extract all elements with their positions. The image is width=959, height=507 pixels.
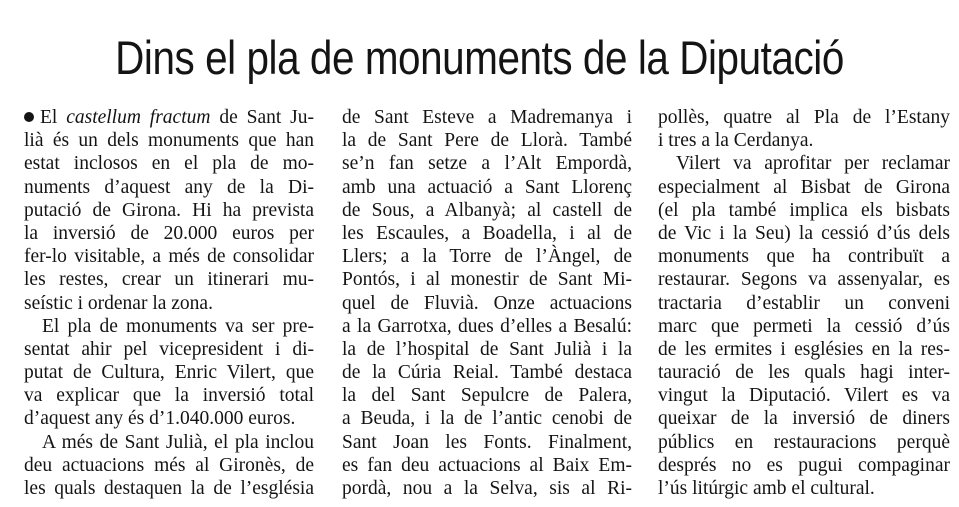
text-line: es fan deu actuacions al Baix Em- (342, 454, 632, 476)
latin-term: castellum fractum (66, 107, 211, 128)
text-line: d’aquest any és d’1.040.000 euros. (24, 408, 296, 430)
text-line: marc que permeti la cessió d’ús (658, 315, 950, 337)
text-line: putació de Girona. Hi ha prevista (24, 199, 314, 221)
text-line: a Beuda, i la de l’antic cenobi de (342, 408, 632, 430)
text-line: queixar de la inversió de diners (658, 408, 950, 430)
text-line: lià és un dels monuments que han (24, 130, 314, 152)
text-line: després no es pugui compaginar (658, 454, 950, 476)
text-line: fer-lo visitable, a més de consolidar (24, 246, 314, 268)
text-line: va explicar que la inversió total (24, 385, 314, 407)
text-line: les quals destaquen la de l’església (24, 478, 314, 499)
text-line: la del Sant Sepulcre de Palera, (342, 385, 632, 407)
text-line: Llers; a la Torre de l’Àngel, de (342, 246, 632, 268)
text-line: restaurar. Segons va assenyalar, es (658, 269, 950, 291)
text-line: pollès, quatre al Pla de l’Estany (658, 107, 950, 128)
text-line: deu actuacions més al Gironès, de (24, 454, 314, 476)
text-line: les restes, crear un itinerari mu- (24, 269, 314, 291)
text-line: de Sant Esteve a Madremanya i (342, 107, 632, 128)
text-line: (el pla també implica els bisbats (658, 199, 950, 221)
article-column-1 (24, 106, 314, 500)
text-line: quel de Fluvià. Onze actuacions (342, 292, 632, 314)
text-line: A més de Sant Julià, el pla inclou (42, 431, 314, 453)
text-line: de Sous, a Albanyà; al castell de (342, 199, 632, 221)
text-line: tauració de les quals hagi inter- (658, 362, 950, 384)
text-line: sentat ahir pel vicepresident i di- (24, 338, 314, 360)
text-line: i tres a la Cerdanya. (658, 130, 814, 152)
text-line: les Escaules, a Boadella, i al de (342, 222, 632, 244)
bullet-icon (24, 112, 34, 122)
text-line: de les ermites i esglésies en la res- (658, 338, 950, 360)
text-line: Sant Joan les Fonts. Finalment, (342, 431, 632, 453)
text-line: numents d’aquest any de la Di- (24, 176, 314, 198)
text-line: El castellum fractum de Sant Ju- (24, 106, 314, 129)
text-line: de Vic i la Seu) la cessió d’ús dels (658, 222, 950, 244)
article-column-2 (342, 106, 632, 500)
text-line: Pontós, i al monestir de Sant Mi- (342, 269, 632, 291)
text-line: la de Sant Pere de Llorà. També (342, 130, 632, 152)
text-line: El pla de monuments va ser pre- (42, 315, 314, 337)
text-line: monuments que ha contribuït a (658, 246, 950, 268)
text-line: l’ús litúrgic amb el cultural. (658, 478, 875, 499)
text-line: seístic i ordenar la zona. (24, 292, 213, 314)
text-line: la inversió de 20.000 euros per (24, 222, 314, 244)
text-line: la de l’hospital de Sant Julià i la (342, 338, 632, 360)
text-line: públics en restauracions perquè (658, 431, 950, 453)
text-line: especialment al Bisbat de Girona (658, 176, 950, 198)
text-line: vingut la Diputació. Vilert es va (658, 385, 950, 407)
text-line: Vilert va aprofitar per reclamar (676, 153, 950, 175)
text-line: estat inclosos en el pla de mo- (24, 153, 314, 175)
text-line: se’n fan setze a l’Alt Empordà, (342, 153, 632, 175)
text-line: de la Cúria Reial. També destaca (342, 362, 632, 384)
text-line: a la Garrotxa, dues d’elles a Besalú: (342, 315, 632, 337)
text-line: pordà, nou a la Selva, sis al Ri- (342, 478, 632, 499)
text-line: tractaria d’establir un conveni (658, 292, 950, 314)
text-line: amb una actuació a Sant Llorenç (342, 176, 632, 198)
text-line: putat de Cultura, Enric Vilert, que (24, 362, 314, 384)
article-headline: Dins el pla de monuments de la Diputació (115, 31, 844, 84)
article-column-3 (658, 106, 950, 500)
